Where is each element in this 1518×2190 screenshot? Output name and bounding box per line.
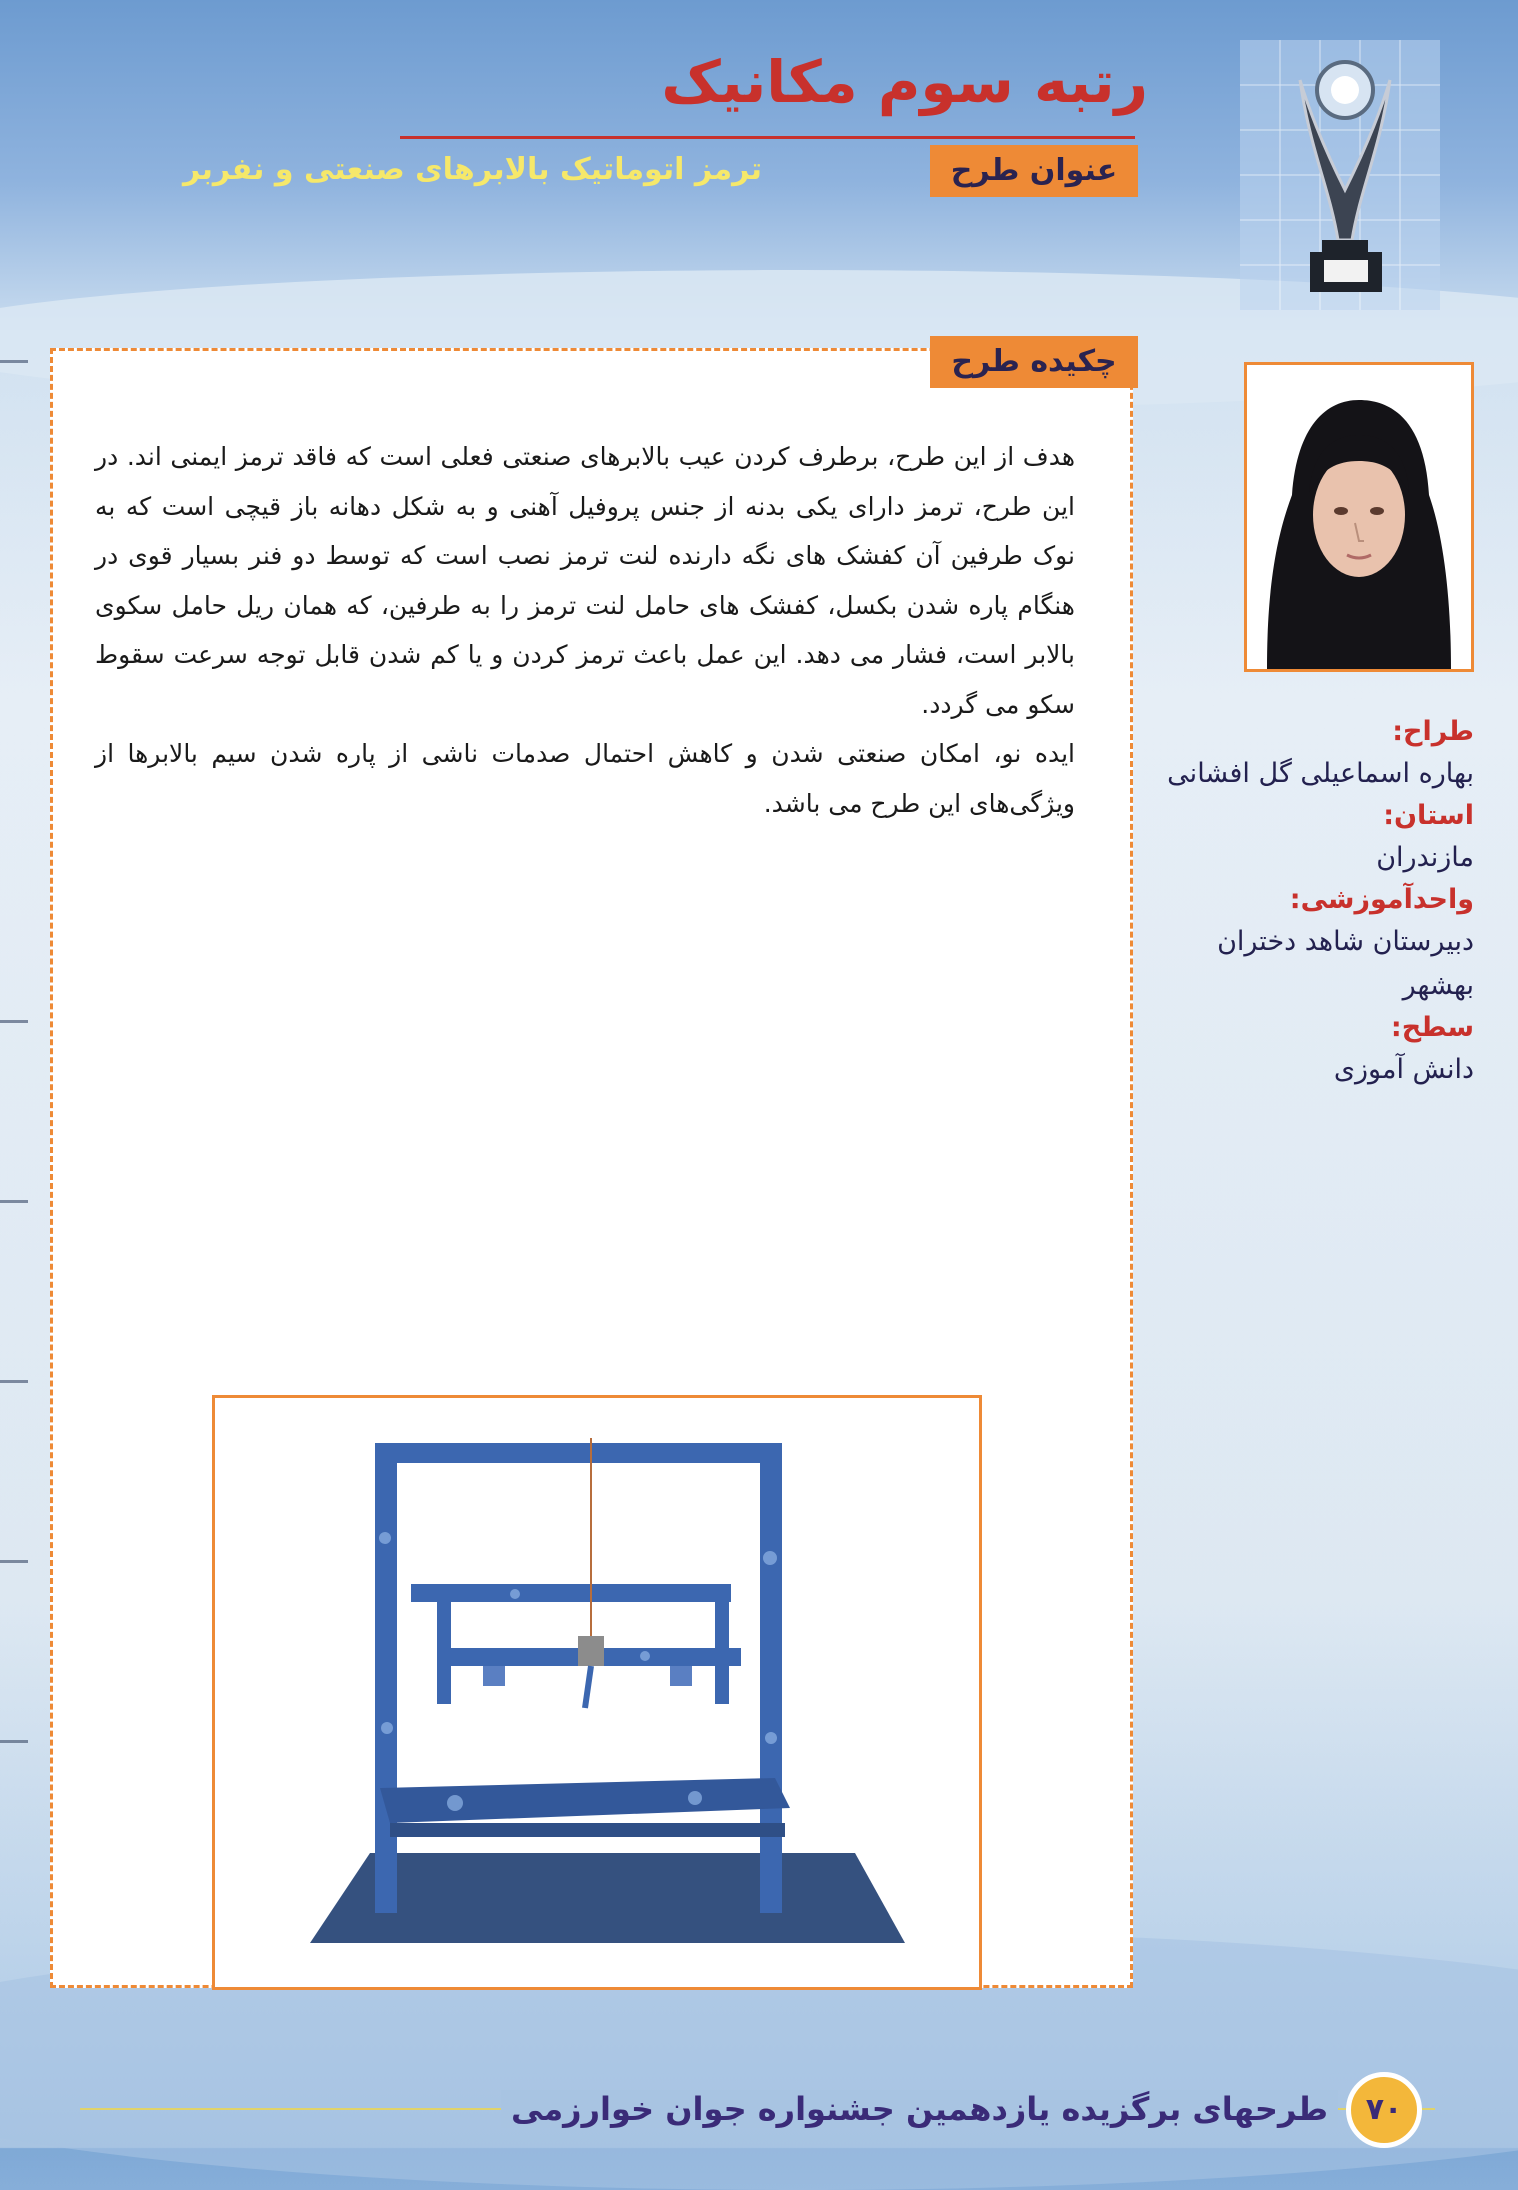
school-label: واحدآموزشی: [1289, 884, 1474, 915]
edge-mark [0, 1020, 28, 1023]
footer-title: طرحهای برگزیده یازدهمین جشنواره جوان خوارزمی [501, 2090, 1338, 2128]
portrait-image [1247, 365, 1471, 669]
abstract-text [95, 432, 1075, 828]
portrait-photo [1244, 362, 1474, 672]
designer-name: بهاره اسماعیلی گل افشانی [1167, 758, 1474, 789]
province-label: استان: [1383, 800, 1474, 831]
page-title: رتبه سوم مکانیک [661, 48, 1148, 116]
designer-label: طراح: [1392, 716, 1474, 747]
level-label: سطح: [1390, 1012, 1474, 1043]
elevator-brake-prototype-image [215, 1398, 979, 1987]
edge-mark [0, 1200, 28, 1203]
province-value: مازندران [1376, 842, 1474, 873]
page-number: ۷۰ [1346, 2072, 1422, 2148]
abstract-paragraph: هدف از این طرح، برطرف کردن عیب بالابرهای صنعتی فعلی است که فاقد ترمز ایمنی اند. در این طرح، ترمز دارای یکی بدنه از جنس پروفیل آهنی و به شکل دهانه باز قیچی است که به نوک طرفین آن کفشک های نگه دارنده لنت ترمز نصب است که توسط دو فنر بسیار قوی در هنگام پاره شدن بکسل، کفشک های حامل لنت ترمز را به طرفین، که همان ریل حامل سکوی بالابر است، فشار می دهد. این عمل باعث ترمز کردن و یا کم شدن قابل توجه سرعت سقوط سکو می گردد. [95, 442, 1075, 719]
trophy-icon [1240, 40, 1440, 310]
project-title: ترمز اتوماتیک بالابرهای صنعتی و نفربر [182, 152, 762, 187]
designer-info [1154, 712, 1474, 1092]
title-divider [400, 136, 1135, 139]
level-value: دانش آموزی [1333, 1054, 1474, 1085]
edge-mark [0, 1380, 28, 1383]
abstract-paragraph: ایده نو، امکان صنعتی شدن و کاهش احتمال صدمات ناشی از پاره شدن سیم بالابرها از ویژگی‌های این طرح می باشد. [95, 739, 1075, 818]
edge-mark [0, 1560, 28, 1563]
edge-mark [0, 360, 28, 363]
abstract-label: چکیده طرح [930, 336, 1138, 388]
school-value: دبیرستان شاهد دختران بهشهر [1217, 926, 1474, 1001]
product-photo [212, 1395, 982, 1990]
project-title-label: عنوان طرح [930, 145, 1138, 197]
edge-mark [0, 1740, 28, 1743]
